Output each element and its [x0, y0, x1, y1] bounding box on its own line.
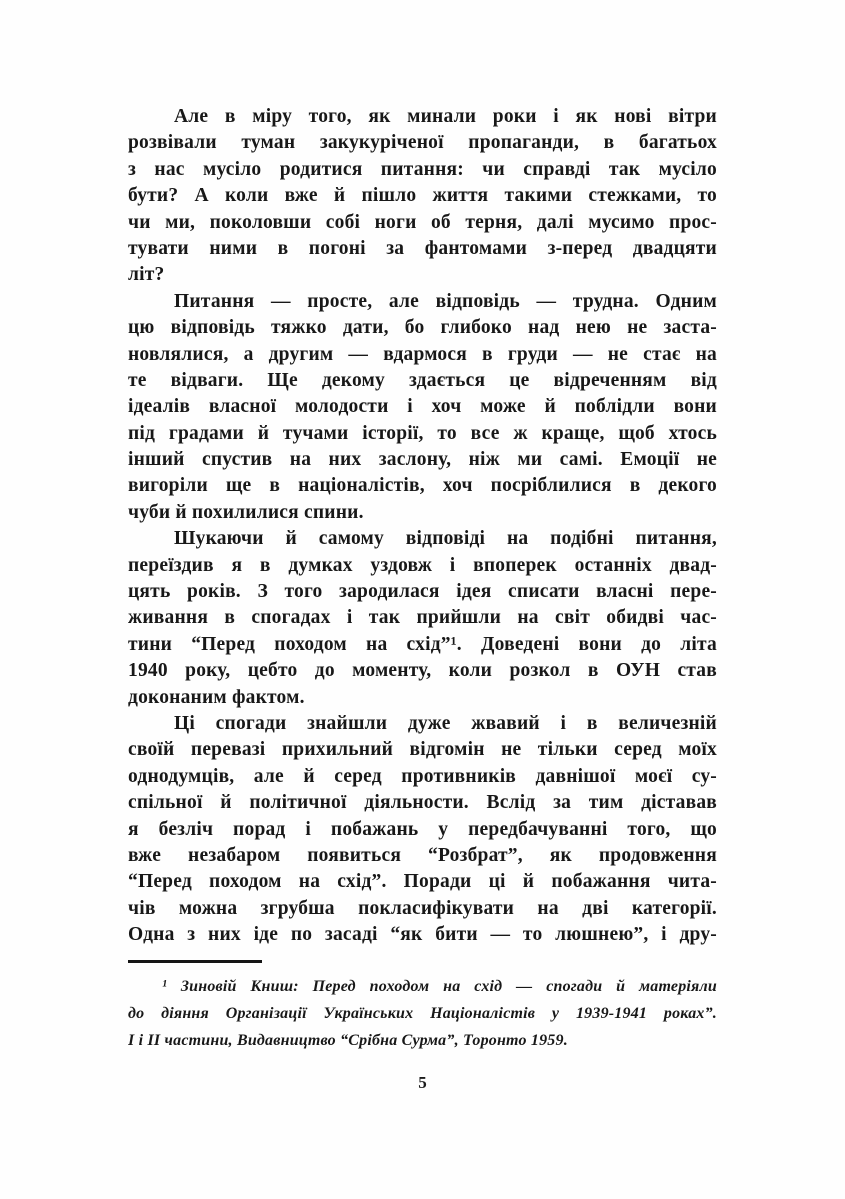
text-line: Одна з них іде по засаді “як бити — то люшнею”, і дру-	[128, 924, 717, 946]
footnote-line: І і ІІ частини, Видавництво “Срібна Сурма”, Торонто 1959.	[128, 1032, 568, 1049]
footnote-line: до діяння Організації Українських Націоналістів у 1939-1941 роках”.	[128, 1005, 717, 1022]
footnote-line: ¹ Зиновій Книш: Перед походом на схід — спогади й матеріяли	[162, 978, 717, 995]
paragraph	[128, 711, 717, 949]
text-line: “Перед походом на схід”. Поради ці й побажання чита-	[128, 871, 717, 893]
footnote-separator-rule	[128, 960, 262, 963]
text-line: під градами й тучами історії, то все ж краще, щоб хтось	[128, 422, 717, 444]
text-line: вигоріли ще в націоналістів, хоч посріблилися в декого	[128, 475, 717, 497]
footnote	[128, 973, 717, 1054]
text-line: літ?	[128, 264, 165, 286]
text-line: спільної й політичної діяльности. Вслід за тим діставав	[128, 792, 717, 814]
text-line: своїй перевазі прихильний відгомін не тільки серед моїх	[128, 739, 717, 761]
text-line: доконаним фактом.	[128, 686, 305, 708]
text-line: переїздив я в думках уздовж і впоперек останніх двад-	[128, 554, 717, 576]
text-line: чів можна згрубша покласифікувати на дві категорії.	[128, 897, 717, 919]
text-line: вже незабаром появиться “Розбрат”, як продовження	[128, 844, 717, 866]
text-line: інший спустив на них заслону, ніж ми самі. Емоції не	[128, 449, 717, 471]
text-line: я безліч порад і побажань у передбачуванні того, що	[128, 818, 717, 840]
paragraph	[128, 104, 717, 289]
text-line: Шукаючи й самому відповіді на подібні питання,	[174, 528, 717, 550]
body-text	[128, 104, 717, 949]
text-line: тини “Перед походом на схід”¹. Доведені вони до літа	[128, 633, 717, 655]
text-line: цю відповідь тяжко дати, бо глибоко над нею не заста-	[128, 317, 717, 339]
text-line: тувати ними в погоні за фантомами з-перед двадцяти	[128, 237, 717, 259]
text-line: Питання — просте, але відповідь — трудна. Одним	[174, 290, 717, 312]
text-line: чи ми, поколовши собі ноги об терня, далі мусимо прос-	[128, 211, 717, 233]
text-line: Ці спогади знайшли дуже жвавий і в величезній	[174, 712, 717, 734]
text-line: цять років. З того зародилася ідея списати власні пере-	[128, 581, 717, 603]
text-line: новлялися, а другим — вдармося в груди — не стає на	[128, 343, 717, 365]
text-line: 1940 року, цебто до моменту, коли розкол в ОУН став	[128, 660, 717, 682]
text-line: бути? А коли вже й пішло життя такими стежками, то	[128, 185, 717, 207]
text-line: з нас мусіло родитися питання: чи справді так мусіло	[128, 158, 717, 180]
page-number: 5	[418, 1073, 427, 1092]
text-line: те відваги. Ще декому здається це відреченням від	[128, 369, 717, 391]
text-line: чуби й похилилися спини.	[128, 501, 364, 523]
text-line: однодумців, але й серед противників давнішої моєї су-	[128, 765, 717, 787]
paragraph	[128, 289, 717, 527]
text-line: живання в спогадах і так прийшли на світ обидві час-	[128, 607, 717, 629]
text-line: розвівали туман закукуріченої пропаганди, в багатьох	[128, 132, 717, 154]
text-line: ідеалів власної молодости і хоч може й поблідли вони	[128, 396, 717, 418]
paragraph	[128, 526, 717, 711]
text-line: Але в міру того, як минали роки і як нові вітри	[174, 106, 717, 127]
